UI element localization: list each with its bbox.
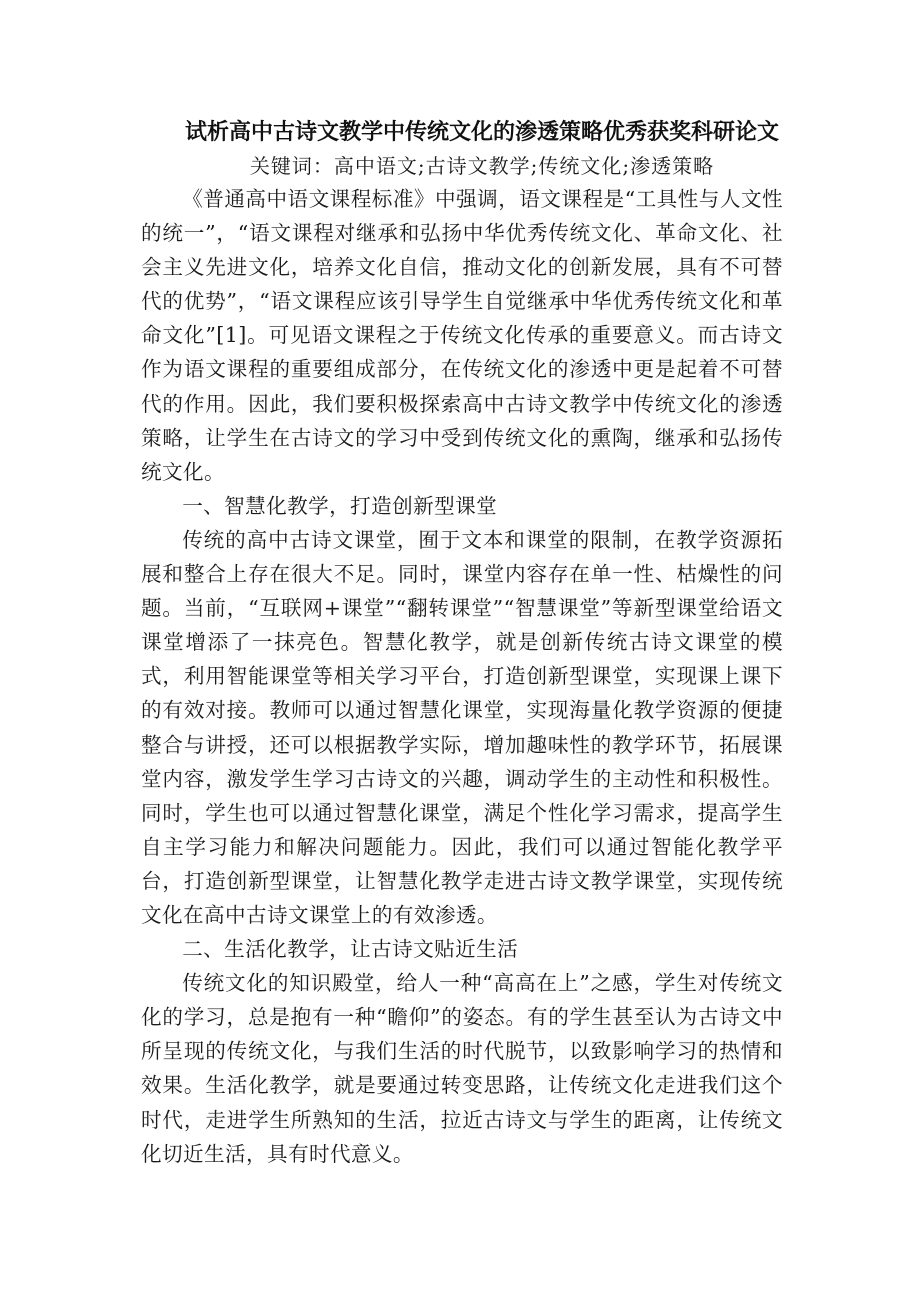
section-heading-2: 二、生活化教学，让古诗文贴近生活 xyxy=(182,937,519,962)
document-title: 试析高中古诗文教学中传统文化的渗透策略优秀获奖科研论文 xyxy=(184,120,779,145)
section-heading-1: 一、智慧化教学，打造创新型课堂 xyxy=(182,493,498,518)
document-page xyxy=(141,116,783,1171)
keywords-line: 关键词：高中语文;古诗文教学;传统文化;渗透策略 xyxy=(249,154,715,178)
intro-paragraph: 《普通高中语文课程标准》中强调，语文课程是“工具性与人文性的统一”，“语文课程对继承和弘扬中华优秀传统文化、革命文化、社会主义先进文化，培养文化自信，推动文化的创新发展，具有不可替代的优势”，“语文课程应该引导学生自觉继承中华优秀传统文化和革命文化”[1]。可见语文课程之于传统文化传承的重要意义。而古诗文作为语文课程的重要组成部分，在传统文化的渗透中更是起着不可替代的作用。因此，我们要积极探索高中古诗文教学中传统文化的渗透策略，让学生在古诗文的学习中受到传统文化的熏陶，继承和弘扬传统文化。 xyxy=(141,187,783,484)
section-2-paragraph: 传统文化的知识殿堂，给人一种“高高在上”之感，学生对传统文化的学习，总是抱有一种“瞻仰”的姿态。有的学生甚至认为古诗文中所呈现的传统文化，与我们生活的时代脱节，以致影响学习的热情和效果。生活化教学，就是要通过转变思路，让传统文化走进我们这个时代，走进学生所熟知的生活，拉近古诗文与学生的距离，让传统文化切近生活，具有时代意义。 xyxy=(141,971,783,1166)
section-1-paragraph: 传统的高中古诗文课堂，囿于文本和课堂的限制，在教学资源拓展和整合上存在很大不足。同时，课堂内容存在单一性、枯燥性的问题。当前，“互联网+课堂”“翻转课堂”“智慧课堂”等新型课堂给语文课堂增添了一抹亮色。智慧化教学，就是创新传统古诗文课堂的模式，利用智能课堂等相关学习平台，打造创新型课堂，实现课上课下的有效对接。教师可以通过智慧化课堂，实现海量化教学资源的便捷整合与讲授，还可以根据教学实际，增加趣味性的教学环节，拓展课堂内容，激发学生学习古诗文的兴趣，调动学生的主动性和积极性。同时，学生也可以通过智慧化课堂，满足个性化学习需求，提高学生自主学习能力和解决问题能力。因此，我们可以通过智能化教学平台，打造创新型课堂，让智慧化教学走进古诗文教学课堂，实现传统文化在高中古诗文课堂上的有效渗透。 xyxy=(141,527,783,927)
